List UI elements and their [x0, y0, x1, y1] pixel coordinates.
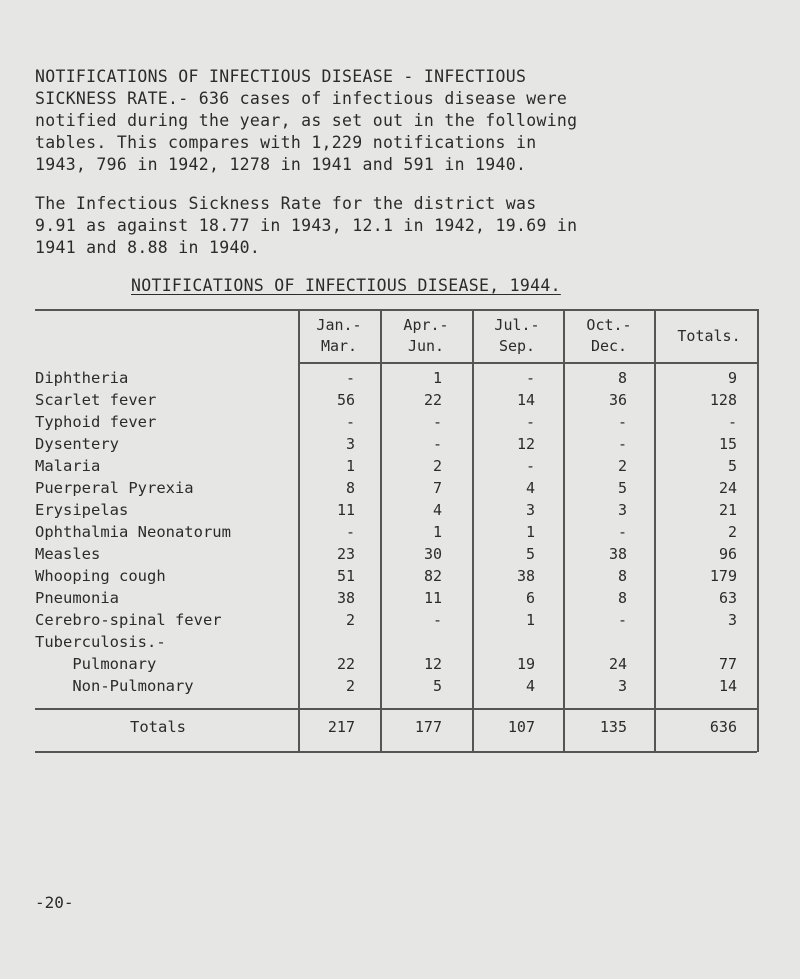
- column-header-line: Jun.: [407, 337, 445, 355]
- cell-value: 1: [432, 369, 442, 387]
- cell-value: -: [345, 369, 355, 387]
- cell-value: 51: [336, 567, 355, 585]
- cell-value: 3: [617, 677, 627, 695]
- cell-value: 77: [718, 655, 737, 673]
- cell-value: 177: [414, 718, 442, 736]
- row-label: Cerebro-spinal fever: [35, 611, 222, 629]
- cell-value: -: [432, 435, 442, 453]
- cell-value: 1: [345, 457, 355, 475]
- cell-value: 19: [516, 655, 535, 673]
- column-header-line: Mar.: [320, 337, 358, 355]
- cell-value: 128: [709, 391, 737, 409]
- cell-value: 2: [617, 457, 627, 475]
- col-divider-5: [654, 309, 656, 752]
- row-label: Scarlet fever: [35, 391, 157, 409]
- row-label: Pulmonary: [35, 655, 157, 673]
- cell-value: -: [617, 413, 627, 431]
- row-label: Totals: [130, 718, 186, 736]
- cell-value: 12: [516, 435, 535, 453]
- column-header-line: Sep.: [498, 337, 536, 355]
- cell-value: -: [345, 413, 355, 431]
- cell-value: 15: [718, 435, 737, 453]
- column-header: [299, 315, 379, 357]
- column-header: [569, 315, 649, 357]
- cell-value: 3: [727, 611, 737, 629]
- row-label: Tuberculosis.-: [35, 633, 166, 651]
- column-header-line: Oct.-: [586, 316, 632, 334]
- cell-value: 63: [718, 589, 737, 607]
- cell-value: 56: [336, 391, 355, 409]
- column-header: [661, 326, 757, 347]
- cell-value: -: [525, 457, 535, 475]
- cell-value: 22: [423, 391, 442, 409]
- col-divider-right: [757, 309, 759, 752]
- cell-value: -: [617, 523, 627, 541]
- cell-value: 5: [432, 677, 442, 695]
- cell-value: 6: [525, 589, 535, 607]
- intro-paragraph: NOTIFICATIONS OF INFECTIOUS DISEASE - INFECTIOUS SICKNESS RATE.- 636 cases of infectious disease were notified during the year, as set out in the following tables. This compares with 1,229 notifications in 1943, 796 in 1942, 1278 in 1941 and 591 in 1940.: [35, 67, 578, 174]
- table-bottom-rule: [35, 751, 757, 753]
- cell-value: 217: [327, 718, 355, 736]
- cell-value: 135: [599, 718, 627, 736]
- cell-value: 96: [718, 545, 737, 563]
- column-header-line: Apr.-: [403, 316, 449, 334]
- cell-value: 36: [608, 391, 627, 409]
- cell-value: 38: [608, 545, 627, 563]
- column-header-line: Totals.: [677, 327, 741, 345]
- row-label: Non-Pulmonary: [35, 677, 194, 695]
- row-label: Ophthalmia Neonatorum: [35, 523, 231, 541]
- cell-value: 3: [345, 435, 355, 453]
- cell-value: -: [727, 413, 737, 431]
- cell-value: 14: [516, 391, 535, 409]
- sickness-rate-paragraph: The Infectious Sickness Rate for the district was 9.91 as against 18.77 in 1943, 12.1 in 1942, 19.69 in 1941 and 8.88 in 1940.: [35, 194, 578, 257]
- column-header: [477, 315, 557, 357]
- cell-value: 179: [709, 567, 737, 585]
- cell-value: 5: [727, 457, 737, 475]
- cell-value: 1: [525, 523, 535, 541]
- cell-value: 3: [617, 501, 627, 519]
- cell-value: -: [617, 435, 627, 453]
- row-label: Erysipelas: [35, 501, 129, 519]
- col-divider-4: [563, 309, 565, 752]
- col-divider-3: [472, 309, 474, 752]
- cell-value: 7: [432, 479, 442, 497]
- cell-value: 21: [718, 501, 737, 519]
- table-top-rule: [35, 309, 757, 311]
- cell-value: 9: [727, 369, 737, 387]
- row-label: Dysentery: [35, 435, 119, 453]
- cell-value: 2: [345, 677, 355, 695]
- column-header-line: Jan.-: [316, 316, 362, 334]
- cell-value: 3: [525, 501, 535, 519]
- cell-value: -: [525, 413, 535, 431]
- cell-value: 8: [345, 479, 355, 497]
- cell-value: 82: [423, 567, 442, 585]
- cell-value: 2: [345, 611, 355, 629]
- cell-value: 8: [617, 567, 627, 585]
- cell-value: -: [345, 523, 355, 541]
- cell-value: 38: [336, 589, 355, 607]
- row-label: Measles: [35, 545, 101, 563]
- cell-value: 22: [336, 655, 355, 673]
- cell-value: 4: [432, 501, 442, 519]
- cell-value: 5: [617, 479, 627, 497]
- cell-value: 107: [507, 718, 535, 736]
- cell-value: 1: [432, 523, 442, 541]
- cell-value: 1: [525, 611, 535, 629]
- page-number: -20-: [35, 893, 74, 912]
- cell-value: 8: [617, 369, 627, 387]
- table-title: NOTIFICATIONS OF INFECTIOUS DISEASE, 1944.: [131, 276, 561, 295]
- row-label: Typhoid fever: [35, 413, 157, 431]
- cell-value: 11: [423, 589, 442, 607]
- row-label: Puerperal Pyrexia: [35, 479, 194, 497]
- totals-top-rule: [35, 708, 757, 710]
- cell-value: 4: [525, 479, 535, 497]
- cell-value: 11: [336, 501, 355, 519]
- cell-value: 4: [525, 677, 535, 695]
- cell-value: 14: [718, 677, 737, 695]
- cell-value: 2: [432, 457, 442, 475]
- cell-value: 636: [709, 718, 737, 736]
- row-label: Malaria: [35, 457, 101, 475]
- cell-value: 23: [336, 545, 355, 563]
- row-label: Diphtheria: [35, 369, 129, 387]
- notifications-table: [35, 305, 765, 755]
- cell-value: 5: [525, 545, 535, 563]
- cell-value: 24: [718, 479, 737, 497]
- cell-value: 24: [608, 655, 627, 673]
- column-header-line: Jul.-: [494, 316, 540, 334]
- cell-value: 8: [617, 589, 627, 607]
- cell-value: -: [432, 611, 442, 629]
- cell-value: -: [525, 369, 535, 387]
- cell-value: -: [617, 611, 627, 629]
- cell-value: 30: [423, 545, 442, 563]
- column-header: [386, 315, 466, 357]
- row-label: Pneumonia: [35, 589, 119, 607]
- cell-value: 38: [516, 567, 535, 585]
- header-bottom-rule: [299, 362, 757, 364]
- column-header-line: Dec.: [590, 337, 628, 355]
- row-label: Whooping cough: [35, 567, 166, 585]
- cell-value: 2: [727, 523, 737, 541]
- cell-value: 12: [423, 655, 442, 673]
- cell-value: -: [432, 413, 442, 431]
